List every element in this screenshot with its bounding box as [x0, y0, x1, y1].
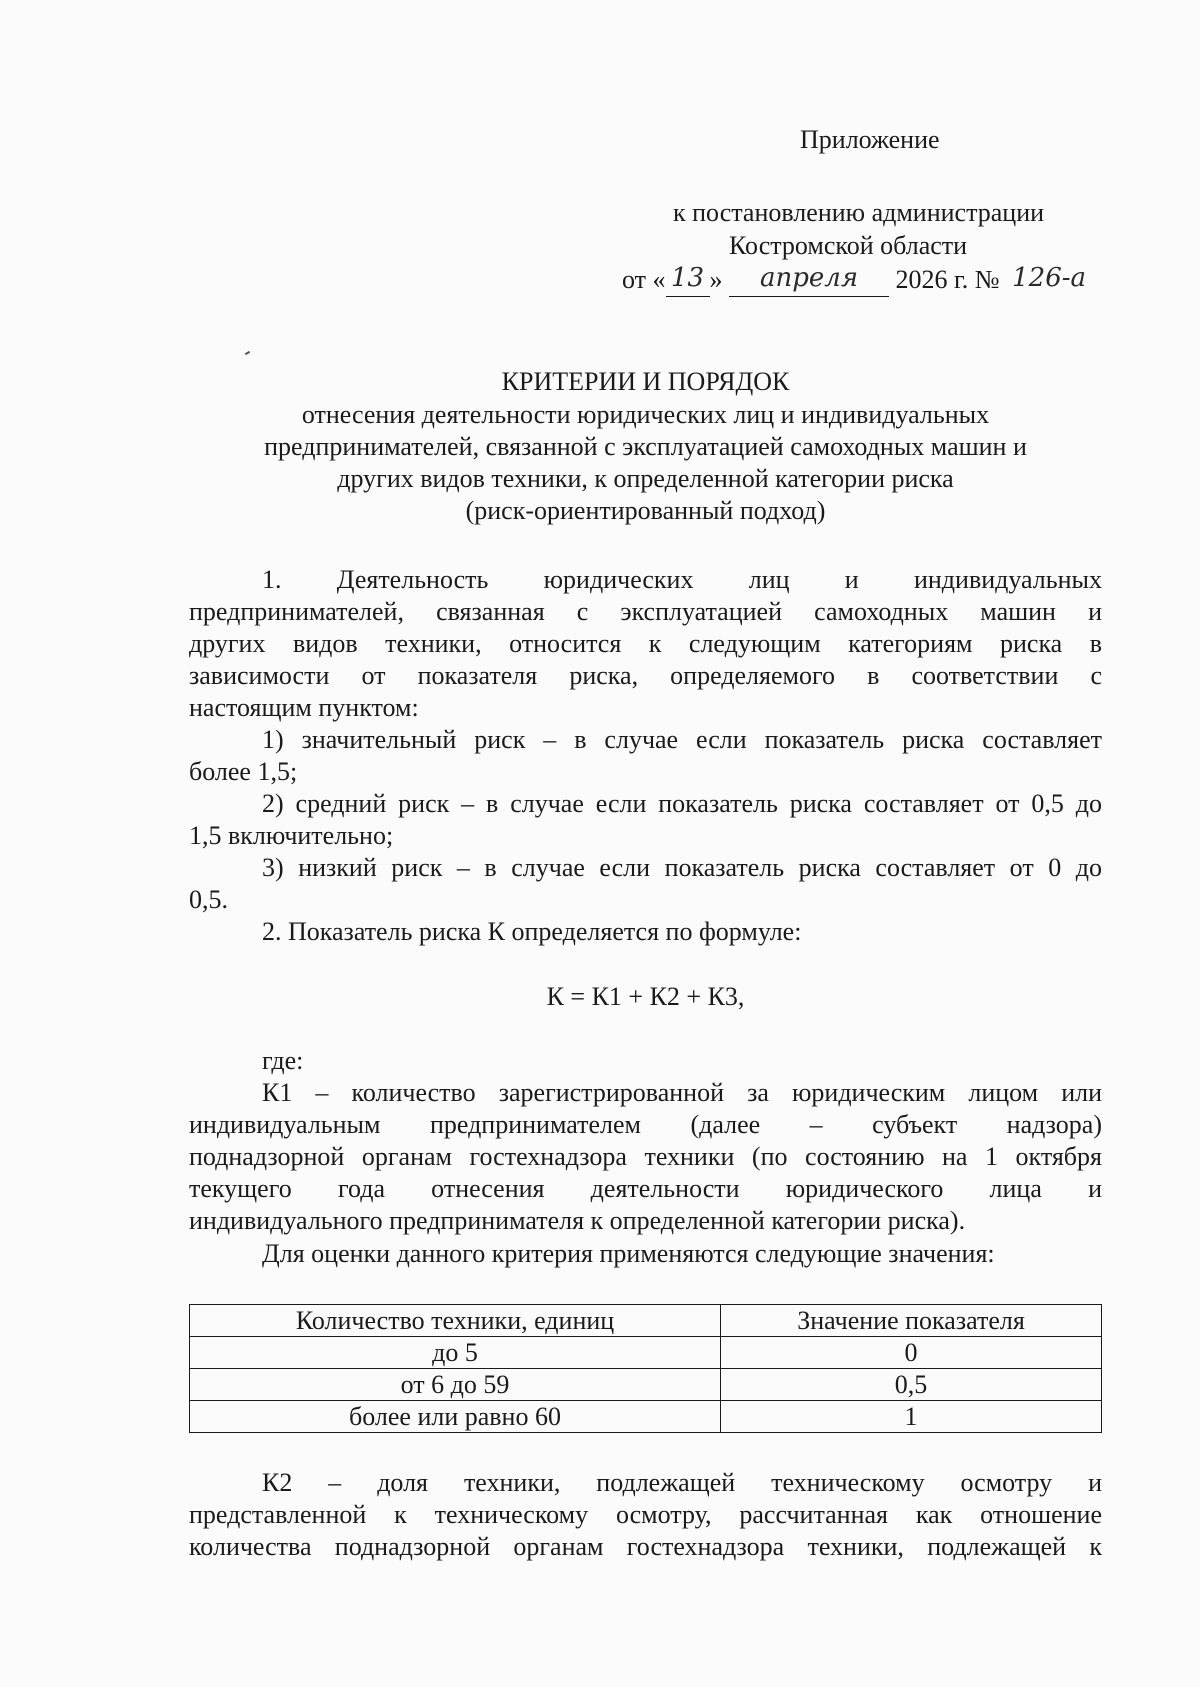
k1-definition-line: индивидуальным предпринимателем (далее – субъект надзора): [189, 1110, 1102, 1139]
document-title: КРИТЕРИИ И ПОРЯДОК: [501, 367, 790, 396]
table-row: [190, 1401, 1102, 1433]
table-cell-quantity: до 5: [190, 1337, 721, 1369]
number-field: [1006, 264, 1092, 296]
k1-definition-line: поднадзорной органам гостехнадзора техники (по состоянию на 1 октября: [189, 1142, 1102, 1171]
table-cell-value: 0: [721, 1337, 1102, 1369]
k2-definition-line: К2 – доля техники, подлежащей техническому осмотру и: [262, 1468, 1102, 1497]
paragraph-1-line: предпринимателей, связанная с эксплуатацией самоходных машин и: [189, 597, 1102, 626]
k2-definition-line: представленной к техническому осмотру, рассчитанная как отношение: [189, 1500, 1102, 1529]
k2-definition-line: количества поднадзорной органам гостехнадзора техники, подлежащей к: [189, 1532, 1102, 1561]
table-header-row: [190, 1305, 1102, 1337]
risk-item-2-cont: 1,5 включительно;: [189, 821, 394, 850]
paragraph-1-line: зависимости от показателя риска, определяемого в соответствии с: [189, 661, 1102, 690]
day-handwritten: 13: [670, 263, 705, 293]
title-line: отнесения деятельности юридических лиц и индивидуальных: [301, 400, 990, 429]
title-line: других видов техники, к определенной категории риска: [337, 464, 954, 493]
title-line: предпринимателей, связанной с эксплуатацией самоходных машин и: [264, 432, 1027, 461]
k1-note: Для оценки данного критерия применяются следующие значения:: [262, 1239, 995, 1268]
k1-values-table: [189, 1304, 1102, 1433]
number-handwritten: 126-а: [1012, 263, 1087, 293]
where-label: где:: [262, 1046, 304, 1075]
region-label: Костромской области: [729, 231, 968, 260]
risk-item-1: 1) значительный риск – в случае если показатель риска составляет: [262, 725, 1102, 754]
date-prefix: от «: [622, 265, 666, 294]
k1-definition-line: индивидуального предпринимателя к определенной категории риска).: [189, 1206, 966, 1235]
table-header-value: Значение показателя: [721, 1305, 1102, 1337]
risk-item-1-cont: более 1,5;: [189, 757, 298, 786]
paragraph-1-line: других видов техники, относится к следующим категориям риска в: [189, 629, 1102, 658]
title-line: (риск-ориентированный подход): [465, 496, 826, 525]
month-handwritten: апреля: [760, 263, 859, 293]
year-number-label: 2026 г. №: [895, 265, 1000, 294]
paragraph-1-line: настоящим пунктом:: [189, 693, 419, 722]
resolution-label: к постановлению администрации: [673, 198, 1045, 227]
risk-item-2: 2) средний риск – в случае если показатель риска составляет от 0,5 до: [262, 789, 1102, 818]
risk-formula: К = К1 + К2 + К3,: [546, 982, 745, 1011]
table-row: [190, 1337, 1102, 1369]
paragraph-2: 2. Показатель риска К определяется по формуле:: [262, 917, 802, 946]
table-cell-value: 1: [721, 1401, 1102, 1433]
resolution-date-line: [622, 264, 1092, 297]
table-cell-quantity: более или равно 60: [190, 1401, 721, 1433]
table-header-quantity: Количество техники, единиц: [190, 1305, 721, 1337]
table-row: [190, 1369, 1102, 1401]
risk-item-3-cont: 0,5.: [189, 885, 228, 914]
k1-definition-line: текущего года отнесения деятельности юридического лица и: [189, 1174, 1102, 1203]
k1-definition-line: К1 – количество зарегистрированной за юридическим лицом или: [262, 1078, 1102, 1107]
day-field: [666, 264, 710, 297]
scan-mark: [245, 351, 250, 355]
table-cell-value: 0,5: [721, 1369, 1102, 1401]
table-cell-quantity: от 6 до 59: [190, 1369, 721, 1401]
paragraph-1-line: 1. Деятельность юридических лиц и индивидуальных: [262, 565, 1102, 594]
risk-item-3: 3) низкий риск – в случае если показатель риска составляет от 0 до: [262, 853, 1102, 882]
month-field: [729, 264, 889, 297]
date-mid: »: [709, 265, 723, 294]
appendix-label: Приложение: [800, 125, 940, 154]
